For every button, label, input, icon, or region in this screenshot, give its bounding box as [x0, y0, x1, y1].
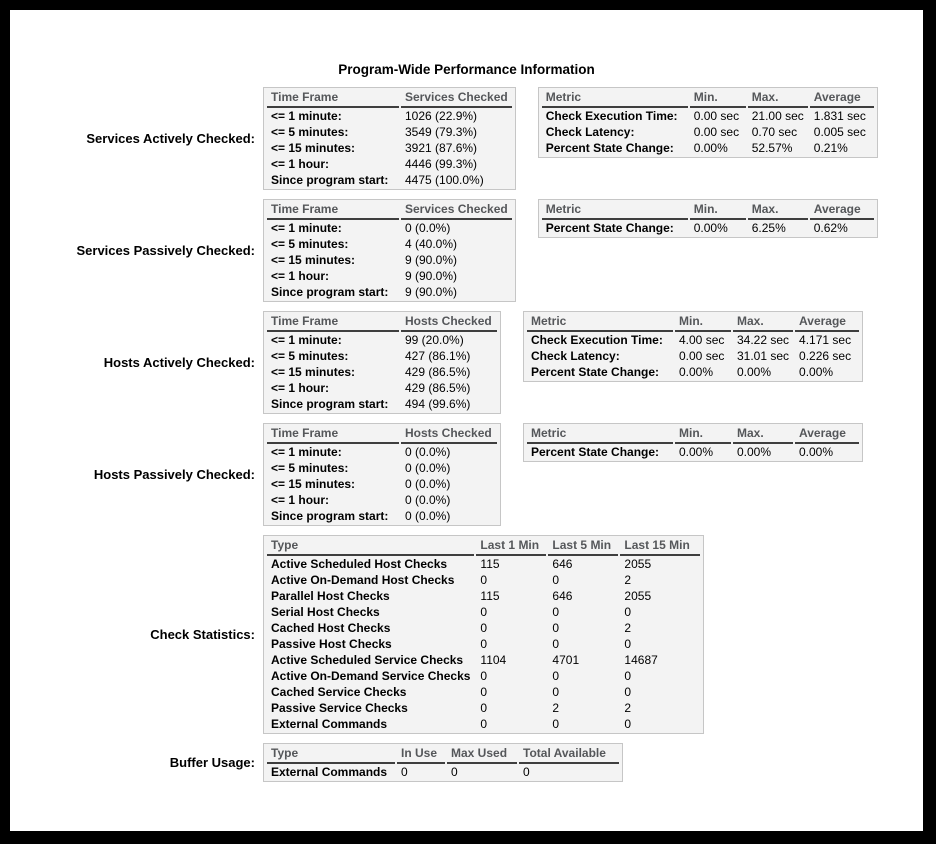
value-cell: 0 (0.0%) — [405, 493, 451, 507]
section-label: Buffer Usage: — [169, 755, 255, 770]
value-cell: 0 (0.0%) — [405, 221, 451, 235]
table-row — [267, 604, 700, 620]
table-row — [527, 332, 859, 348]
value-cell: 0.00% — [693, 141, 728, 155]
table-row — [267, 156, 512, 172]
table-row — [527, 364, 859, 380]
column-header: Average — [795, 313, 859, 332]
value-cell: 0.70 sec — [751, 125, 798, 139]
value-cell: 115 — [480, 557, 500, 571]
table-row — [542, 140, 874, 156]
column-header: Services Checked — [401, 201, 512, 220]
row-label-cell: Since program start: — [271, 397, 389, 411]
table-row — [267, 492, 497, 508]
section-label: Services Passively Checked: — [76, 243, 255, 258]
row-label-cell: Since program start: — [271, 285, 389, 299]
value-cell: 0.00 sec — [679, 349, 725, 363]
section-label: Check Statistics: — [150, 627, 255, 642]
column-header: Hosts Checked — [401, 313, 497, 332]
metric-table — [523, 423, 863, 462]
value-cell: 2055 — [624, 589, 652, 603]
table-row — [267, 396, 497, 412]
check-statistics-table — [263, 535, 704, 734]
column-header: Max. — [733, 313, 793, 332]
value-cell: 0 — [552, 573, 560, 587]
value-cell: 0.00% — [737, 365, 772, 379]
row-label-cell: Cached Host Checks — [271, 621, 391, 635]
table-row — [267, 172, 512, 188]
table-row — [267, 140, 512, 156]
header-row — [542, 201, 874, 220]
column-header: Metric — [542, 89, 688, 108]
value-cell: 1104 — [480, 653, 507, 667]
table-row — [267, 588, 700, 604]
table-row — [527, 348, 859, 364]
value-cell: 494 (99.6%) — [405, 397, 471, 411]
table-row — [267, 332, 497, 348]
column-header: Max. — [748, 89, 808, 108]
row-label-cell: Check Latency: — [545, 125, 635, 139]
buffer-usage-table — [263, 743, 623, 782]
value-cell: 0.00% — [679, 365, 714, 379]
table-row — [267, 764, 619, 780]
value-cell: 0 (0.0%) — [405, 477, 451, 491]
column-header: Hosts Checked — [401, 425, 497, 444]
value-cell: 0 — [480, 685, 488, 699]
table-row — [267, 380, 497, 396]
value-cell: 52.57% — [751, 141, 793, 155]
table-row — [267, 252, 512, 268]
value-cell: 4475 (100.0%) — [405, 173, 484, 187]
value-cell: 4446 (99.3%) — [405, 157, 478, 171]
table-row — [267, 124, 512, 140]
table-row — [542, 220, 874, 236]
value-cell: 0 — [480, 573, 488, 587]
value-cell: 0.00 sec — [693, 109, 740, 123]
section-services-actively-checked — [10, 87, 923, 190]
value-cell: 4.00 sec — [679, 333, 725, 347]
value-cell: 9 (90.0%) — [405, 269, 458, 283]
value-cell: 115 — [480, 589, 500, 603]
value-cell: 0 — [552, 605, 560, 619]
value-cell: 9 (90.0%) — [405, 253, 458, 267]
value-cell: 0 — [552, 637, 560, 651]
value-cell: 0.00% — [799, 445, 834, 459]
row-label-cell: <= 15 minutes: — [271, 477, 356, 491]
value-cell: 1026 (22.9%) — [405, 109, 478, 123]
row-label-cell: Percent State Change: — [545, 221, 674, 235]
section-label: Hosts Actively Checked: — [103, 355, 255, 370]
column-header: Max Used — [447, 745, 517, 764]
value-cell: 0 — [624, 605, 632, 619]
row-label-cell: <= 5 minutes: — [271, 125, 349, 139]
column-header: Time Frame — [267, 201, 399, 220]
section-services-passively-checked — [10, 199, 923, 302]
row-label-cell: <= 1 minute: — [271, 445, 342, 459]
column-header: Last 1 Min — [476, 537, 546, 556]
column-header: Average — [795, 425, 859, 444]
value-cell: 0 — [624, 685, 632, 699]
table-row — [267, 620, 700, 636]
row-label-cell: Check Latency: — [531, 349, 620, 363]
header-row — [267, 425, 497, 444]
value-cell: 0.62% — [813, 221, 848, 235]
value-cell: 0 — [480, 605, 488, 619]
value-cell: 0.00% — [737, 445, 772, 459]
row-label-cell: Check Execution Time: — [545, 109, 678, 123]
value-cell: 2 — [624, 621, 632, 635]
column-header: Last 15 Min — [620, 537, 700, 556]
header-row — [527, 313, 859, 332]
header-row — [542, 89, 874, 108]
header-row — [267, 537, 700, 556]
performance-report — [10, 10, 923, 782]
header-row — [267, 201, 512, 220]
row-label-cell: <= 1 hour: — [271, 493, 330, 507]
column-header: Min. — [675, 313, 731, 332]
value-cell: 6.25% — [751, 221, 786, 235]
value-cell: 429 (86.5%) — [405, 381, 471, 395]
row-label-cell: Check Execution Time: — [531, 333, 663, 347]
row-label-cell: <= 5 minutes: — [271, 237, 349, 251]
timeframe-table — [263, 423, 501, 526]
value-cell: 0 — [451, 765, 458, 779]
value-cell: 99 (20.0%) — [405, 333, 464, 347]
table-row — [527, 444, 859, 460]
value-cell: 646 — [552, 589, 573, 603]
column-header: Average — [810, 201, 874, 220]
column-header: Type — [267, 537, 474, 556]
table-row — [267, 716, 700, 732]
header-row — [267, 313, 497, 332]
table-row — [267, 460, 497, 476]
value-cell: 0.21% — [813, 141, 848, 155]
value-cell: 0.005 sec — [813, 125, 866, 139]
value-cell: 3549 (79.3%) — [405, 125, 478, 139]
table-row — [267, 556, 700, 572]
metric-table — [538, 199, 878, 238]
value-cell: 14687 — [624, 653, 658, 667]
column-header: Max. — [733, 425, 793, 444]
row-label-cell: <= 1 hour: — [271, 381, 330, 395]
table-row — [267, 652, 700, 668]
column-header: Min. — [690, 89, 746, 108]
value-cell: 0 — [480, 621, 488, 635]
row-label-cell: External Commands — [271, 765, 388, 779]
row-label-cell: Since program start: — [271, 173, 389, 187]
value-cell: 2 — [552, 701, 560, 715]
value-cell: 0 — [624, 717, 632, 731]
table-row — [267, 236, 512, 252]
row-label-cell: Active On-Demand Service Checks — [271, 669, 471, 683]
row-label-cell: Passive Host Checks — [271, 637, 392, 651]
value-cell: 0 — [624, 669, 632, 683]
table-row — [267, 668, 700, 684]
value-cell: 646 — [552, 557, 573, 571]
column-header: Metric — [542, 201, 688, 220]
column-header: Metric — [527, 313, 673, 332]
timeframe-table — [263, 311, 501, 414]
header-row — [527, 425, 859, 444]
section-hosts-actively-checked — [10, 311, 923, 414]
row-label-cell: <= 1 minute: — [271, 333, 342, 347]
column-header: Type — [267, 745, 395, 764]
metric-table — [523, 311, 863, 382]
row-label-cell: Percent State Change: — [545, 141, 674, 155]
value-cell: 0.00% — [693, 221, 728, 235]
section-buffer-usage — [10, 743, 923, 782]
value-cell: 9 (90.0%) — [405, 285, 458, 299]
value-cell: 31.01 sec — [737, 349, 790, 363]
row-label-cell: Since program start: — [271, 509, 389, 523]
column-header: Average — [810, 89, 874, 108]
row-label-cell: Parallel Host Checks — [271, 589, 390, 603]
column-header: Time Frame — [267, 89, 399, 108]
table-row — [267, 348, 497, 364]
table-row — [267, 284, 512, 300]
value-cell: 0 — [523, 765, 530, 779]
row-label-cell: Percent State Change: — [531, 445, 660, 459]
row-label-cell: Passive Service Checks — [271, 701, 408, 715]
value-cell: 0.00% — [679, 445, 714, 459]
value-cell: 0 (0.0%) — [405, 509, 451, 523]
row-label-cell: Active On-Demand Host Checks — [271, 573, 455, 587]
value-cell: 4701 — [552, 653, 580, 667]
value-cell: 0 — [624, 637, 632, 651]
section-label: Services Actively Checked: — [86, 131, 255, 146]
column-header: Min. — [675, 425, 731, 444]
value-cell: 429 (86.5%) — [405, 365, 471, 379]
row-label-cell: External Commands — [271, 717, 388, 731]
value-cell: 34.22 sec — [737, 333, 790, 347]
row-label-cell: <= 1 minute: — [271, 109, 342, 123]
metric-table — [538, 87, 878, 158]
column-header: Total Available — [519, 745, 619, 764]
table-row — [267, 108, 512, 124]
row-label-cell: <= 5 minutes: — [271, 349, 349, 363]
value-cell: 0 — [552, 685, 560, 699]
section-hosts-passively-checked — [10, 423, 923, 526]
value-cell: 2055 — [624, 557, 652, 571]
value-cell: 0.00% — [799, 365, 834, 379]
value-cell: 0 — [552, 621, 560, 635]
value-cell: 0 (0.0%) — [405, 461, 451, 475]
row-label-cell: Percent State Change: — [531, 365, 660, 379]
column-header: Max. — [748, 201, 808, 220]
row-label-cell: <= 15 minutes: — [271, 141, 356, 155]
value-cell: 0.226 sec — [799, 349, 852, 363]
table-row — [542, 124, 874, 140]
column-header: Time Frame — [267, 425, 399, 444]
value-cell: 4 (40.0%) — [405, 237, 458, 251]
timeframe-table — [263, 87, 516, 190]
value-cell: 0.00 sec — [693, 125, 740, 139]
value-cell: 427 (86.1%) — [405, 349, 471, 363]
table-row — [267, 268, 512, 284]
column-header: Time Frame — [267, 313, 399, 332]
section-label: Hosts Passively Checked: — [93, 467, 255, 482]
table-row — [267, 636, 700, 652]
value-cell: 4.171 sec — [799, 333, 852, 347]
row-label-cell: <= 15 minutes: — [271, 253, 356, 267]
value-cell: 2 — [624, 573, 632, 587]
table-row — [267, 476, 497, 492]
column-header: Last 5 Min — [548, 537, 618, 556]
value-cell: 0 — [480, 669, 488, 683]
row-label-cell: <= 1 hour: — [271, 157, 330, 171]
value-cell: 0 — [480, 701, 488, 715]
column-header: In Use — [397, 745, 445, 764]
row-label-cell: Active Scheduled Service Checks — [271, 653, 464, 667]
table-row — [267, 700, 700, 716]
section-check-statistics — [10, 535, 923, 734]
timeframe-table — [263, 199, 516, 302]
row-label-cell: Active Scheduled Host Checks — [271, 557, 448, 571]
table-row — [267, 684, 700, 700]
column-header: Min. — [690, 201, 746, 220]
table-row — [267, 444, 497, 460]
value-cell: 0 — [401, 765, 408, 779]
row-label-cell: <= 1 hour: — [271, 269, 330, 283]
row-label-cell: <= 5 minutes: — [271, 461, 349, 475]
table-row — [267, 220, 512, 236]
value-cell: 0 — [480, 717, 488, 731]
row-label-cell: <= 1 minute: — [271, 221, 342, 235]
value-cell: 0 — [552, 717, 560, 731]
header-row — [267, 745, 619, 764]
table-row — [267, 508, 497, 524]
page-title: Program-Wide Performance Information — [338, 62, 595, 77]
value-cell: 3921 (87.6%) — [405, 141, 478, 155]
column-header: Services Checked — [401, 89, 512, 108]
table-row — [542, 108, 874, 124]
row-label-cell: Serial Host Checks — [271, 605, 380, 619]
table-row — [267, 364, 497, 380]
column-header: Metric — [527, 425, 673, 444]
row-label-cell: Cached Service Checks — [271, 685, 407, 699]
value-cell: 21.00 sec — [751, 109, 804, 123]
value-cell: 2 — [624, 701, 632, 715]
value-cell: 0 — [552, 669, 560, 683]
header-row — [267, 89, 512, 108]
value-cell: 1.831 sec — [813, 109, 866, 123]
value-cell: 0 — [480, 637, 488, 651]
table-row — [267, 572, 700, 588]
value-cell: 0 (0.0%) — [405, 445, 451, 459]
row-label-cell: <= 15 minutes: — [271, 365, 356, 379]
